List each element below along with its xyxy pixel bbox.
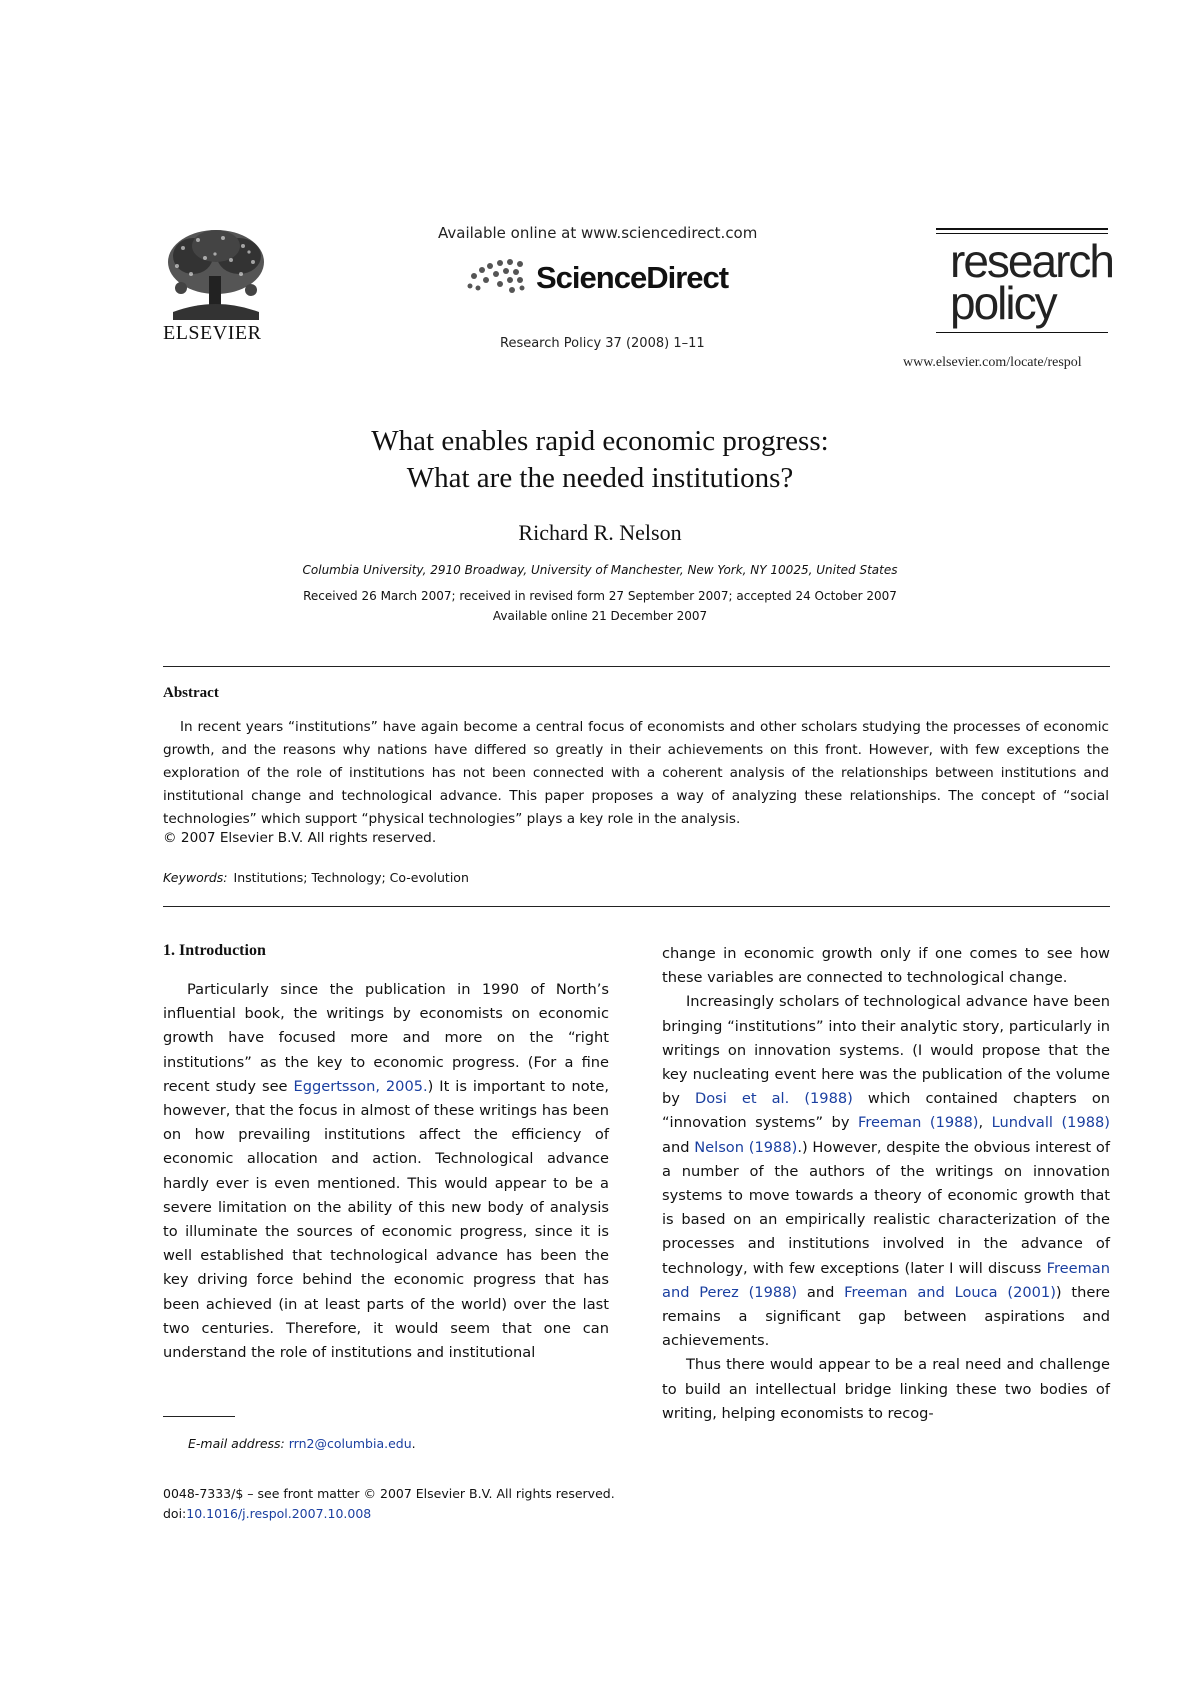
citation-link-nelson[interactable]: Nelson (1988) <box>694 1138 798 1156</box>
section-heading-introduction: 1. Introduction <box>163 942 266 959</box>
footnote-rule <box>163 1416 235 1417</box>
keywords <box>163 870 469 885</box>
elsevier-logo <box>163 226 273 345</box>
text-run: ) It is important to note, however, that the focus in almost of these writings has been on how prevailing institutions affect the efficiency of economic allocation and action. Technological advance hardly ever is even mentioned. This would appear to be a severe limitation on the ability of this new body of analysis to illuminate the sources of economic progress, since it is well established that technological advance has been the key driving force behind the economic progress that has been achieved (in at least parts of the world) over the last two centuries. Therefore, it would seem that one can understand the role of institutions and institutional <box>163 1077 609 1362</box>
text-run: which contained chapters on “innovation systems” by <box>662 1090 1110 1132</box>
logo-rule-bottom <box>936 332 1108 333</box>
article-title-line1: What enables rapid economic progress: <box>371 425 829 457</box>
journal-logo-line2: policy <box>950 277 1056 329</box>
received-dates: Received 26 March 2007; received in revised form 27 September 2007; accepted 24 October 2007 <box>303 589 897 603</box>
text-run: .) However, despite the obvious interest of a number of the authors of the writings on innovation systems to move towards a theory of economic growth that is based on an empirically realistic characterization of the processes and institutions involved in the advance of technology, with few exceptions (later I will discuss <box>662 1138 1110 1277</box>
article-title-line2: What are the needed institutions? <box>406 462 794 494</box>
citation-link-eggertsson[interactable]: Eggertsson, 2005. <box>293 1077 428 1095</box>
abstract-text: In recent years “institutions” have again become a central focus of economists and other scholars studying the processes of economic growth, and the reasons why nations have differed so greatly in their achievements on this front. However, with few exceptions the exploration of the role of institutions has not been connected with a coherent analysis of the relationships between institutions and institutional change and technological advance. This paper proposes a way of analyzing these relationships. The concept of “social technologies” which support “physical technologies” plays a key role in the analysis. <box>163 719 1109 827</box>
email-label: E-mail address: <box>188 1436 285 1451</box>
citation-link-dosi[interactable]: Dosi et al. (1988) <box>694 1090 853 1108</box>
available-online-text: Available online at www.sciencedirect.com <box>438 224 758 242</box>
abstract-copyright: © 2007 Elsevier B.V. All rights reserved. <box>163 830 437 846</box>
citation-link-freeman-1988[interactable]: Freeman (1988) <box>858 1114 979 1132</box>
online-date: Available online 21 December 2007 <box>492 609 708 623</box>
sciencedirect-logo <box>466 258 728 298</box>
sciencedirect-dots-icon <box>466 258 530 298</box>
left-column <box>163 978 609 1365</box>
text-run: , <box>978 1114 992 1132</box>
logo-rule-top <box>936 228 1108 230</box>
intro-paragraph-1-cont: change in economic growth only if one comes to see how these variables are connected to technological change. <box>662 945 1110 987</box>
publisher-name: ELSEVIER <box>163 322 262 344</box>
citation-link-lundvall[interactable]: Lundvall (1988) <box>991 1114 1110 1132</box>
text-run: ) there remains a significant gap between aspirations and achievements. <box>662 1283 1111 1350</box>
abstract-top-rule <box>163 666 1110 667</box>
keywords-label: Keywords: <box>163 870 228 885</box>
elsevier-tree-icon <box>163 226 269 320</box>
intro-paragraph-1 <box>163 978 609 1365</box>
author-email-link[interactable]: rrn2@columbia.edu <box>288 1436 412 1451</box>
citation-link-freeman-perez[interactable]: Freeman and Perez (1988) <box>662 1259 1110 1301</box>
text-run: Particularly since the publication in 1990 of North’s influential book, the writings by economists on economic growth have focused more and more on the “right institutions” as the key to economic progress. (For a fine recent study see <box>163 981 609 1095</box>
affiliation: Columbia University, 2910 Broadway, University of Manchester, New York, NY 10025, United States <box>302 563 898 577</box>
journal-url[interactable]: www.elsevier.com/locate/respol <box>903 355 1082 370</box>
author-name: Richard R. Nelson <box>518 520 682 545</box>
text-run: Increasingly scholars of technological advance have been bringing “institutions” into their analytic story, particularly in writings on innovation systems. (I would propose that the key nucleating event here was the publication of the volume by <box>662 993 1110 1108</box>
doi-link[interactable]: 10.1016/j.respol.2007.10.008 <box>186 1506 372 1521</box>
right-column <box>662 942 1110 1426</box>
journal-citation: Research Policy 37 (2008) 1–11 <box>500 336 705 351</box>
platform-name: ScienceDirect <box>536 260 729 295</box>
doi-label: doi: <box>163 1506 187 1521</box>
keywords-list: Institutions; Technology; Co-evolution <box>233 870 469 885</box>
author-email-footnote <box>188 1436 416 1451</box>
abstract-bottom-rule <box>163 906 1110 907</box>
journal-logo <box>936 228 1113 333</box>
text-run: and <box>662 1138 695 1156</box>
citation-link-freeman-louca[interactable]: Freeman and Louca (2001) <box>844 1283 1056 1301</box>
doi-line <box>163 1506 371 1521</box>
intro-paragraph-3: Thus there would appear to be a real need and challenge to build an intellectual bridge linking these two bodies of writing, helping economists to recog- <box>662 1356 1110 1422</box>
logo-rule-second <box>936 233 1108 234</box>
journal-logo-line1: research <box>950 235 1113 287</box>
issn-line: 0048-7333/$ – see front matter © 2007 Elsevier B.V. All rights reserved. <box>163 1486 615 1501</box>
text-run: and <box>797 1283 845 1301</box>
intro-paragraph-2 <box>662 990 1110 1353</box>
abstract-heading: Abstract <box>163 685 219 701</box>
abstract-body <box>163 716 1109 831</box>
email-period: . <box>411 1436 416 1451</box>
